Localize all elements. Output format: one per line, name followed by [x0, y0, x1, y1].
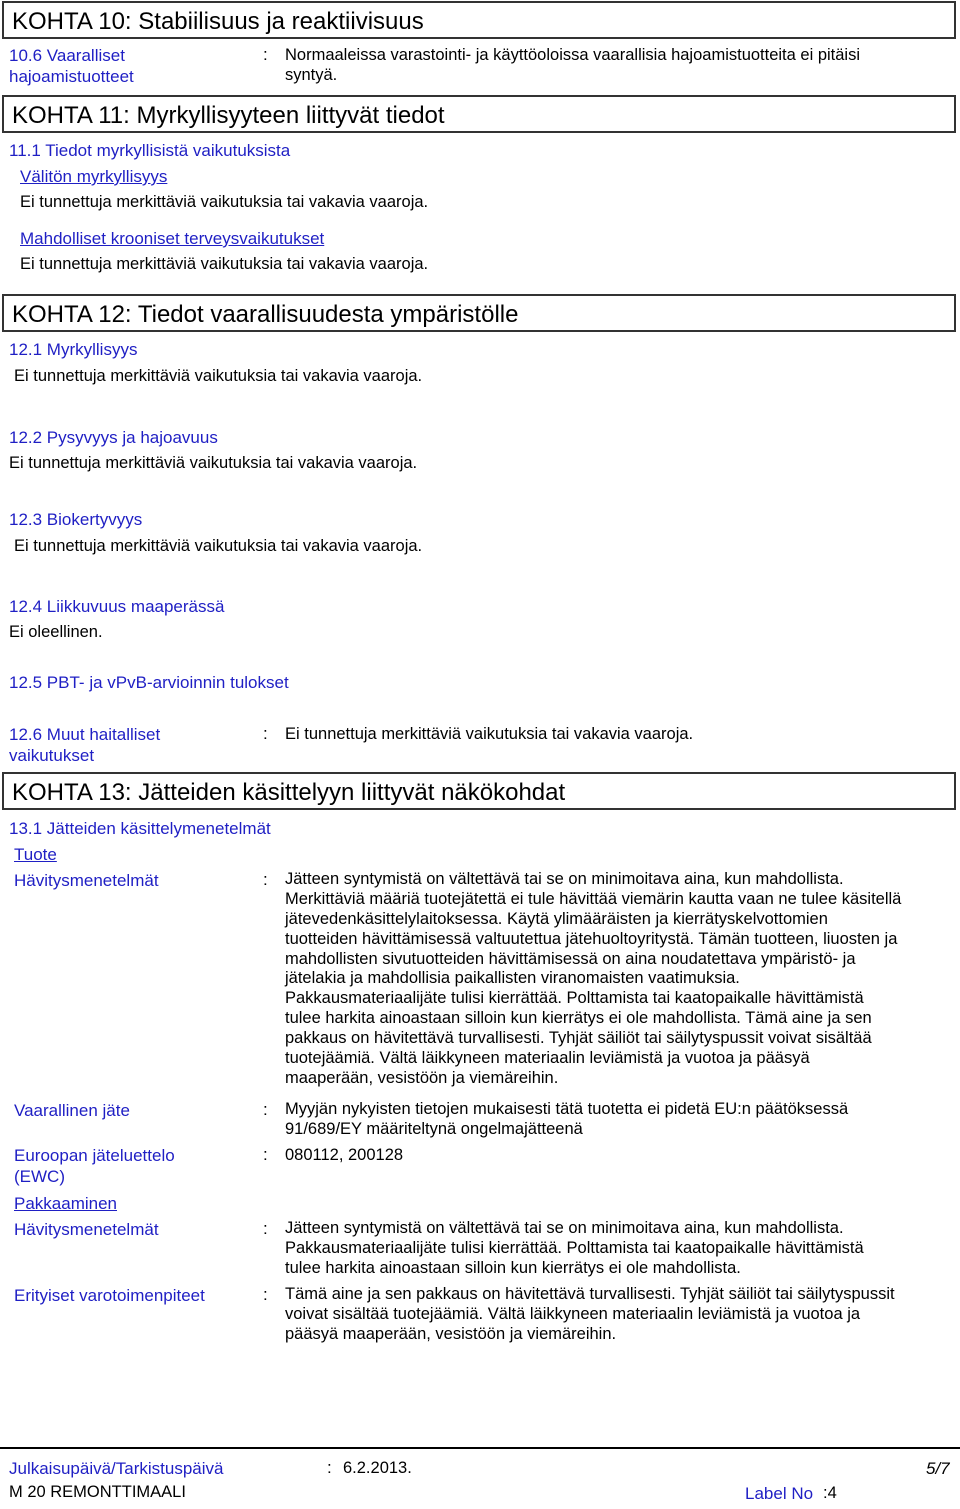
footer-divider: [0, 1447, 960, 1449]
acute-toxicity-text: Ei tunnettuja merkittäviä vaikutuksia tai vakavia vaaroja.: [20, 193, 429, 211]
subsection-12-6-title: 12.6 Muut haitalliset vaikutukset: [9, 725, 161, 765]
section-10-title: KOHTA 10: Stabiilisuus ja reaktiivisuus: [12, 8, 424, 35]
footer-page-number: 5/7: [926, 1459, 950, 1478]
subsection-12-3-title: 12.3 Biokertyvyys: [9, 510, 143, 529]
subsection-12-1-text: Ei tunnettuja merkittäviä vaikutuksia tai vakavia vaaroja.: [14, 367, 423, 385]
subsection-12-4-text: Ei oleellinen.: [9, 623, 103, 641]
chronic-effects-text: Ei tunnettuja merkittäviä vaikutuksia tai vakavia vaaroja.: [20, 255, 429, 273]
packaging-label: Pakkaaminen: [14, 1194, 118, 1213]
colon: :: [327, 1458, 332, 1477]
disposal-methods-text: Jätteen syntymistä on vältettävä tai se on minimoitava aina, kun mahdollista. Merkittäviä määriä tuotejätettä ei tule hävittää viemärin kautta vaan ne tulee käsitellä jätevedenkäsittelylaitoksessa. Käytä ylimääräisten ja kierrätyskelvottomien tuotteiden hävittämisessä valtuutettua jätehuoltoyritystä. Tämän tuotteen, liuosten ja mahdollisten sivutuotteiden hävittämisessä on aina noudatettava ympäristö- ja jätelakia ja mahdollisia paikallisten viranomaisten vaatimuksia. Pakkausmateriaalijäte tulisi kierrättää. Polttamista tai kaatopaikalle hävittämistä tulee harkita ainoastaan silloin kun kierrätys ei ole mahdollista. Tämä aine ja sen pakkaus on hävitettävä turvallisesti. Tyhjät säiliöt tai säilytyspussit voivat sisältää tuotejäämiä. Vältä läikkyneen materiaalin leviämistä ja vuotoa ja pääsyä maaperään, vesistöön ja viemäreihin.: [285, 870, 902, 1087]
hazardous-waste-text: Myyjän nykyisten tietojen mukaisesti tätä tuotetta ei pidetä EU:n päätöksessä 91/689/EY määriteltynä ongelmajätteenä: [285, 1100, 849, 1138]
subsection-12-2-text: Ei tunnettuja merkittäviä vaikutuksia tai vakavia vaaroja.: [9, 454, 418, 472]
subsection-12-4-title: 12.4 Liikkuvuus maaperässä: [9, 597, 225, 616]
special-precautions-text: Tämä aine ja sen pakkaus on hävitettävä turvallisesti. Tyhjät säiliöt tai säilytyspussit voivat sisältää tuotejäämiä. Vältä läikkyneen materiaalin leviämistä ja vuotoa ja pääsyä maaperään, vesistöön ja viemäreihin.: [285, 1285, 895, 1343]
footer-date-value: 6.2.2013.: [343, 1459, 412, 1477]
subsection-12-1-title: 12.1 Myrkyllisyys: [9, 340, 138, 359]
section-12-title: KOHTA 12: Tiedot vaarallisuudesta ympäristölle: [12, 301, 519, 328]
subsection-11-1-title: 11.1 Tiedot myrkyllisistä vaikutuksista: [9, 141, 291, 160]
subsection-12-2-title: 12.2 Pysyvyys ja hajoavuus: [9, 428, 218, 447]
subsection-13-1-title: 13.1 Jätteiden käsittelymenetelmät: [9, 819, 271, 838]
acute-toxicity-label: Välitön myrkyllisyys: [20, 167, 168, 186]
disposal-methods-label: Hävitysmenetelmät: [14, 871, 159, 890]
packaging-disposal-text: Jätteen syntymistä on vältettävä tai se on minimoitava aina, kun mahdollista. Pakkausmateriaalijäte tulisi kierrättää. Polttamista tai kaatopaikalle hävittämistä tulee harkita ainoastaan silloin kun kierrätys ei ole mahdollista.: [285, 1219, 864, 1277]
subsection-12-3-text: Ei tunnettuja merkittäviä vaikutuksia tai vakavia vaaroja.: [14, 537, 423, 555]
colon: :: [263, 1100, 268, 1119]
subsection-12-6-text: Ei tunnettuja merkittäviä vaikutuksia tai vakavia vaaroja.: [285, 725, 694, 743]
section-11-header: [2, 95, 956, 133]
colon: :: [263, 45, 268, 64]
chronic-effects-label: Mahdolliset krooniset terveysvaikutukset: [20, 229, 325, 248]
hazardous-waste-label: Vaarallinen jäte: [14, 1101, 130, 1120]
product-label: Tuote: [14, 845, 57, 864]
section-12-header: [2, 294, 956, 332]
footer-label-no-label: Label No: [745, 1484, 814, 1503]
item-10-6-label: 10.6 Vaaralliset hajoamistuotteet: [9, 46, 134, 86]
special-precautions-label: Erityiset varotoimenpiteet: [14, 1286, 205, 1305]
colon: :: [263, 724, 268, 743]
ewc-value: 080112, 200128: [285, 1146, 404, 1164]
item-10-6-text: Normaaleissa varastointi- ja käyttöoloissa vaarallisia hajoamistuotteita ei pitäisi syntyä.: [285, 46, 861, 84]
section-10-header: [2, 1, 956, 39]
colon: :: [263, 1145, 268, 1164]
footer-label-no-value: :4: [823, 1484, 837, 1502]
section-11-title: KOHTA 11: Myrkyllisyyteen liittyvät tiedot: [12, 102, 445, 129]
footer-date-label: Julkaisupäivä/Tarkistuspäivä: [9, 1459, 224, 1478]
colon: :: [263, 870, 268, 889]
colon: :: [263, 1219, 268, 1238]
subsection-12-5-title: 12.5 PBT- ja vPvB-arvioinnin tulokset: [9, 673, 289, 692]
ewc-label: Euroopan jäteluettelo (EWC): [14, 1146, 175, 1186]
footer-product-name: M 20 REMONTTIMAALI: [9, 1483, 186, 1501]
section-13-title: KOHTA 13: Jätteiden käsittelyyn liittyvät näkökohdat: [12, 779, 566, 806]
packaging-disposal-label: Hävitysmenetelmät: [14, 1220, 159, 1239]
section-13-header: [2, 772, 956, 810]
colon: :: [263, 1285, 268, 1304]
